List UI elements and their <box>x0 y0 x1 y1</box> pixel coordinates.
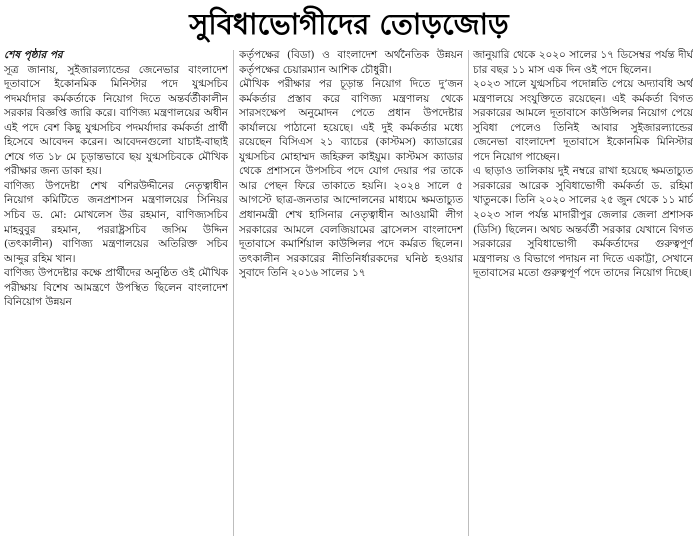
paragraph: ২০২৩ সালে যুগ্মসচিব পদোন্নতি পেয়ে অদ্যাবধি অর্থ মন্ত্রণালয়ে সংযুক্তিতে রয়েছেন। এই কর্মকর্তা বিগত সরকারের আমলে দূতাবাসে কাউন্সিলর নিয়োগ পেয়ে সুবিধা পেলেও তিনিই আবার সুইজারল্যান্ডের জেনেভা বাংলাদেশ দূতাবাসে ইকোনমিক মিনিস্টার পদে নিয়োগ পাচ্ছেন। <box>473 78 693 163</box>
column-divider <box>233 50 234 536</box>
headline: সুবিধাভোগীদের তোড়জোড় <box>189 7 509 41</box>
article-column-1 <box>4 48 228 538</box>
article-column-2 <box>239 48 463 538</box>
paragraph: কর্তৃপক্ষের (বিডা) ও বাংলাদেশ অর্থনৈতিক উন্নয়ন কর্তৃপক্ষের চেয়ারম্যান আশিক চৌধুরী। <box>239 49 463 76</box>
column-divider <box>468 50 469 536</box>
paragraph: বাণিজ্য উপদেষ্টা শেখ বশিরউদ্দীনের নেতৃত্বাধীন নিয়োগ কমিটিতে জনপ্রশাসন মন্ত্রণালয়ের সিনিয়র সচিব ড. মো: মোখলেস উর রহমান, বাণিজ্যসচিব মাহবুবুর রহমান, পররাষ্ট্রসচিব জসিম উদ্দিন (তৎকালীন) বাণিজ্য মন্ত্রণালয়ের অতিরিক্ত সচিব আব্দুর রহিম খান। <box>4 179 228 265</box>
paragraph: জানুয়ারি থেকে ২০২০ সালের ১৭ ডিসেম্বর পর্যন্ত দীর্ঘ চার বছর ১১ মাস এক দিন ওই পদে ছিলেন। <box>473 49 693 76</box>
article-column-3 <box>473 48 693 538</box>
paragraph: বাণিজ্য উপদেষ্টার কক্ষে প্রার্থীদের অনুষ্ঠিত ওই মৌখিক পরীক্ষায় বিশেষ আমন্ত্রণে উপস্থিত ছিলেন বাংলাদেশ বিনিয়োগ উন্নয়ন <box>4 267 228 309</box>
paragraph: এ ছাড়াও তালিকায় দুই নম্বরে রাখা হয়েছে ক্ষমতাচ্যুত সরকারের আরেক সুবিধাভোগী কর্মকর্তা ড. রহিমা খাতুনকে। তিনি ২০২০ সালের ২৫ জুন থেকে ১১ মার্চ ২০২৩ সাল পর্যন্ত মাদারীপুর জেলার জেলা প্রশাসক (ডিসি) ছিলেন। অথচ অন্তর্বর্তী সরকার যেখানে বিগত সরকারের সুবিধাভোগী কর্মকর্তাদের গুরুত্বপূর্ণ মন্ত্রণালয় ও বিভাগে পদায়ন না দিতে একাট্টা, সেখানে দূতাবাসের মতো গুরুত্বপূর্ণ পদে তাদের নিয়োগ দিচ্ছে। <box>473 165 693 280</box>
paragraph: মৌখিক পরীক্ষার পর চূড়ান্ত নিয়োগ দিতে দু’জন কর্মকর্তার প্রস্তাব করে বাণিজ্য মন্ত্রণালয় থেকে সারসংক্ষেপ অনুমোদন পেতে প্রধান উপদেষ্টার কার্যালয়ে পাঠানো হয়েছে। এই দুই কর্মকর্তার মধ্যে রয়েছেন বিসিএস ২১ ব্যাচের (কাস্টমস) ক্যাডারের যুগ্মসচিব মোহাম্মদ জহিরুল কাইয়ুম। কাস্টমস ক্যাডার থেকে প্রশাসনে উপসচিব পদে যোগ দেয়ার পর তাকে আর পেছন ফিরে তাকাতে হয়নি। ২০২৪ সালে ৫ আগস্টে ছাত্র-জনতার আন্দোলনের মাধ্যমে ক্ষমতাচ্যুত প্রধানমন্ত্রী শেখ হাসিনার নেতৃত্বাধীন আওয়ামী লীগ সরকারের আমলে বেলজিয়ামের ব্রাসেলস বাংলাদেশ দূতাবাসে কমার্শিয়াল কাউন্সিলর পদে কর্মরত ছিলেন। তৎকালীন সরকারের নীতিনির্ধারকদের ঘনিষ্ঠ হওয়ার সুবাদে তিনি ২০১৬ সালের ১৭ <box>239 78 463 280</box>
continuation-kicker: শেষ পৃষ্ঠার পর <box>4 49 63 61</box>
paragraph: সূত্র জানায়, সুইজারল্যান্ডের জেনেভার বাংলাদেশ দূতাবাসে ইকোনমিক মিনিস্টার পদে যুগ্মসচিব পদমর্যাদার কর্মকর্তাকে নিয়োগ দিতে অন্তর্বর্তীকালীন সরকার বিজ্ঞপ্তি জারি করে। বাণিজ্য মন্ত্রণালয়ের অধীন এই পদে বেশ কিছু যুগ্মসচিব পদমর্যাদার কর্মকর্তা প্রার্থী হিসেবে আবেদন করেন। আবেদনগুলো যাচাই-বাছাই শেষে গত ১৮ মে চূড়ান্তভাবে ছয় যুগ্মসচিবকে মৌখিক পরীক্ষার জন্য ডাকা হয়। <box>4 63 228 178</box>
